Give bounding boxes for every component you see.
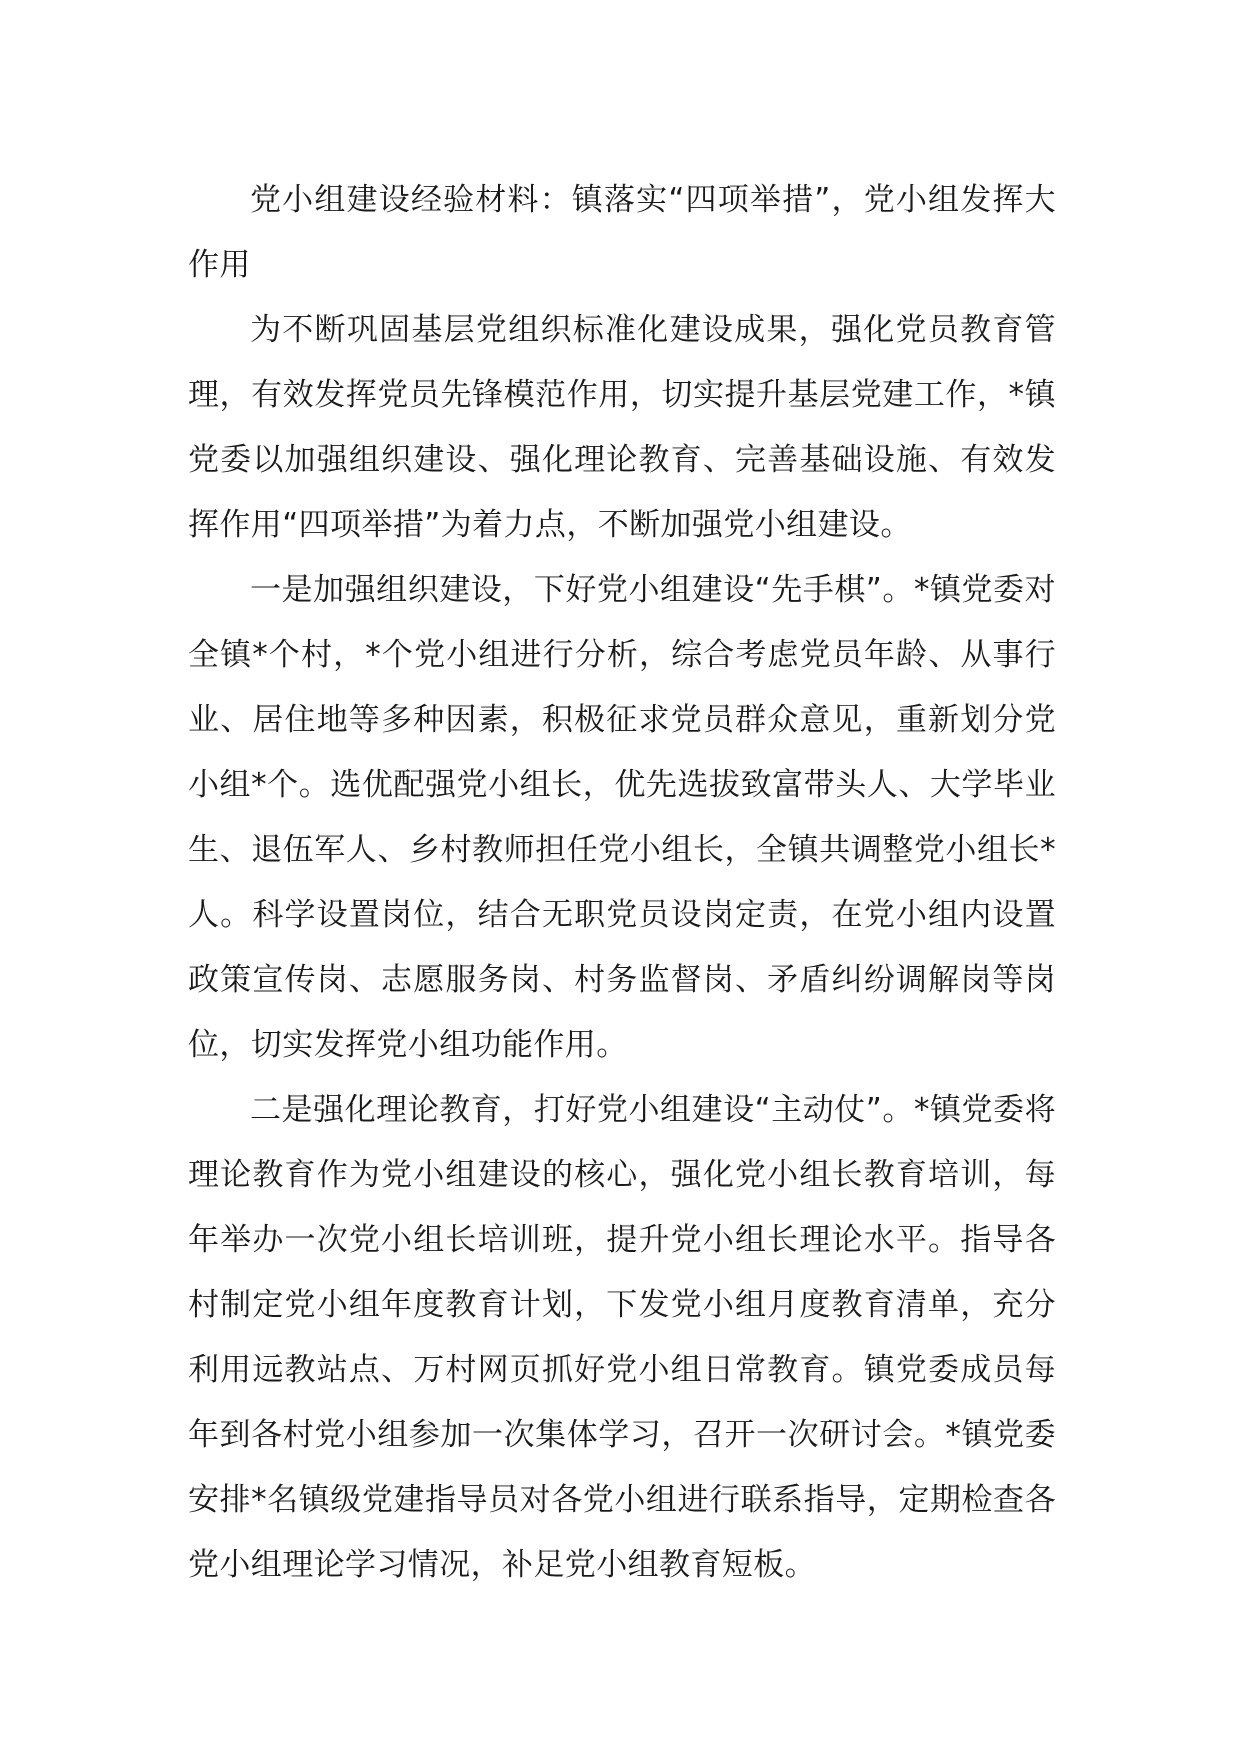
paragraph-education: 二是强化理论教育，打好党小组建设“主动仗”。*镇党委将理论教育作为党小组建设的核心，强化党小组长教育培训，每年举办一次党小组长培训班，提升党小组长理论水平。指导各村制定党小组年度教育计划，下发党小组月度教育清单，充分利用远教站点、万村网页抓好党小组日常教育。镇党委成员每年到各村党小组参加一次集体学习，召开一次研讨会。*镇党委安排*名镇级党建指导员对各党小组进行联系指导，定期检查各党小组理论学习情况，补足党小组教育短板。 bbox=[188, 1092, 1056, 1583]
paragraph-intro: 为不断巩固基层党组织标准化建设成果，强化党员教育管理，有效发挥党员先锋模范作用，切实提升基层党建工作，*镇党委以加强组织建设、强化理论教育、完善基础设施、有效发挥作用“四项举措”为着力点，不断加强党小组建设。 bbox=[188, 312, 1056, 543]
document-title: 党小组建设经验材料：镇落实“四项举措”，党小组发挥大作用 bbox=[188, 182, 1056, 283]
paragraph-organization: 一是加强组织建设，下好党小组建设“先手棋”。*镇党委对全镇*个村，*个党小组进行分析，综合考虑党员年龄、从事行业、居住地等多种因素，积极征求党员群众意见，重新划分党小组*个。选优配强党小组长，优先选拔致富带头人、大学毕业生、退伍军人、乡村教师担任党小组长，全镇共调整党小组长*人。科学设置岗位，结合无职党员设岗定责，在党小组内设置政策宣传岗、志愿服务岗、村务监督岗、矛盾纠纷调解岗等岗位，切实发挥党小组功能作用。 bbox=[188, 572, 1056, 1063]
document-body bbox=[188, 168, 1056, 1598]
